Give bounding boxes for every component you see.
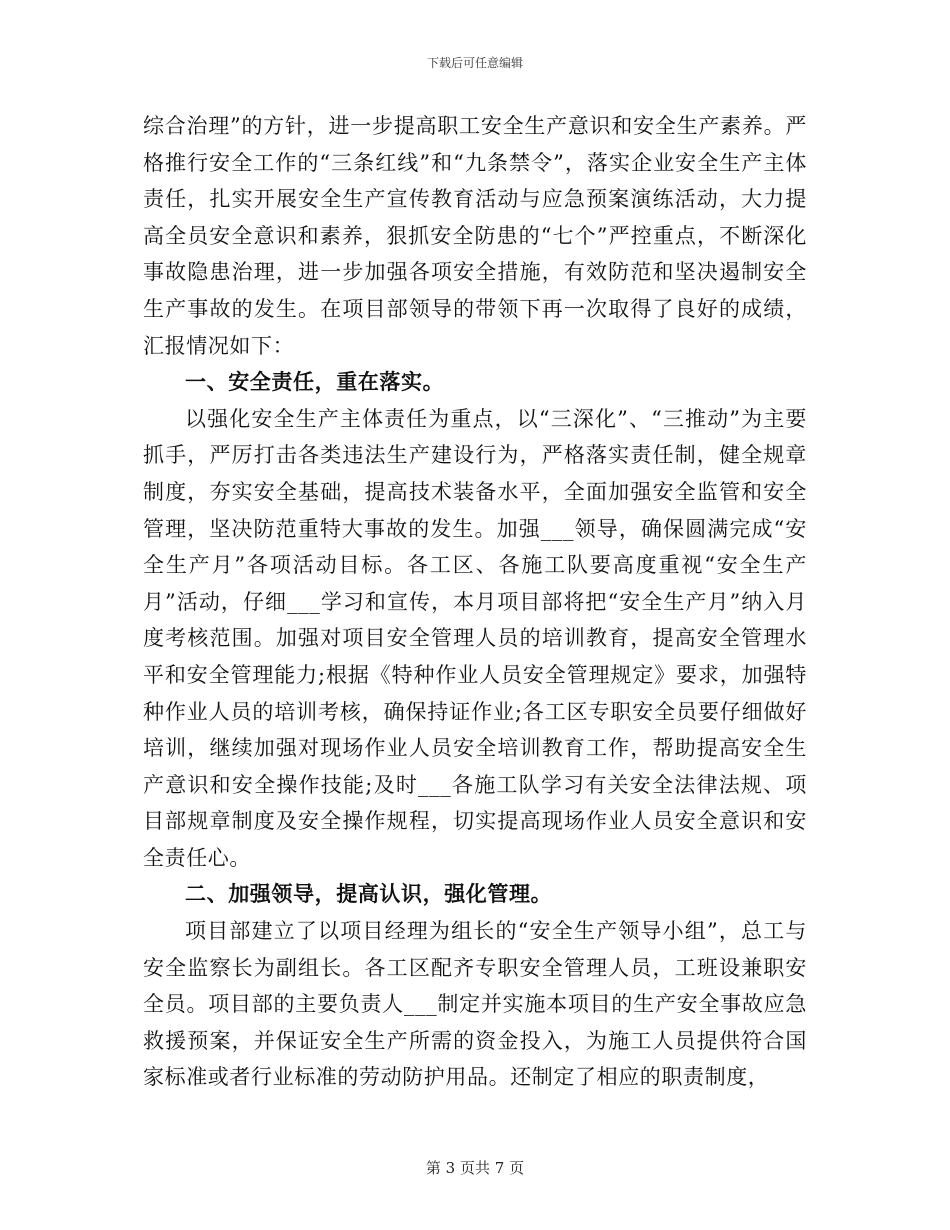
section-heading-1: 一、安全责任，重在落实。 [185,369,445,395]
paragraph-section-1: 以强化安全生产主体责任为重点，以“三深化”、“三推动”为主要抓手，严厉打击各类违法生产建设行为，严格落实责任制，健全规章制度，夯实安全基础，提高技术装备水平，全面加强安全监管和安全管理，坚决防范重特大事故的发生。加强___领导，确保圆满完成“安全生产月”各项活动目标。各工区、各施工队要高度重视“安全生产月”活动，仔细___学习和宣传，本月项目部将把“安全生产月”纳入月度考核范围。加强对项目安全管理人员的培训教育，提高安全管理水平和安全管理能力;根据《特种作业人员安全管理规定》要求，加强特种作业人员的培训考核，确保持证作业;各工区专职安全员要仔细做好培训，继续加强对现场作业人员安全培训教育工作，帮助提高安全生产意识和安全操作技能;及时___各施工队学习有关安全法律法规、项目部规章制度及安全操作规程，切实提高现场作业人员安全意识和安全责任心。 [143,406,807,870]
paragraph-section-2: 项目部建立了以项目经理为组长的“安全生产领导小组”，总工与安全监察长为副组长。各工区配齐专职安全管理人员，工班设兼职安全员。项目部的主要负责人___制定并实施本项目的生产安全事故应急救援预案，并保证安全生产所需的资金投入，为施工人员提供符合国家标准或者行业标准的劳动防护用品。还制定了相应的职责制度， [143,919,807,1090]
paragraph-intro: 综合治理”的方针，进一步提高职工安全生产意识和安全生产素养。严格推行安全工作的“三条红线”和“九条禁令”，落实企业安全生产主体责任，扎实开展安全生产宣传教育活动与应急预案演练活动，大力提高全员安全意识和素养，狠抓安全防患的“七个”严控重点，不断深化事故隐患治理，进一步加强各项安全措施，有效防范和坚决遏制安全生产事故的发生。在项目部领导的带领下再一次取得了良好的成绩，汇报情况如下： [143,114,807,358]
section-heading-2: 二、加强领导，提高认识，强化管理。 [185,881,553,907]
page-header: 下载后可任意编辑 [426,56,523,70]
page-footer: 第 3 页共 7 页 [425,1159,525,1177]
document-body [143,108,807,1096]
